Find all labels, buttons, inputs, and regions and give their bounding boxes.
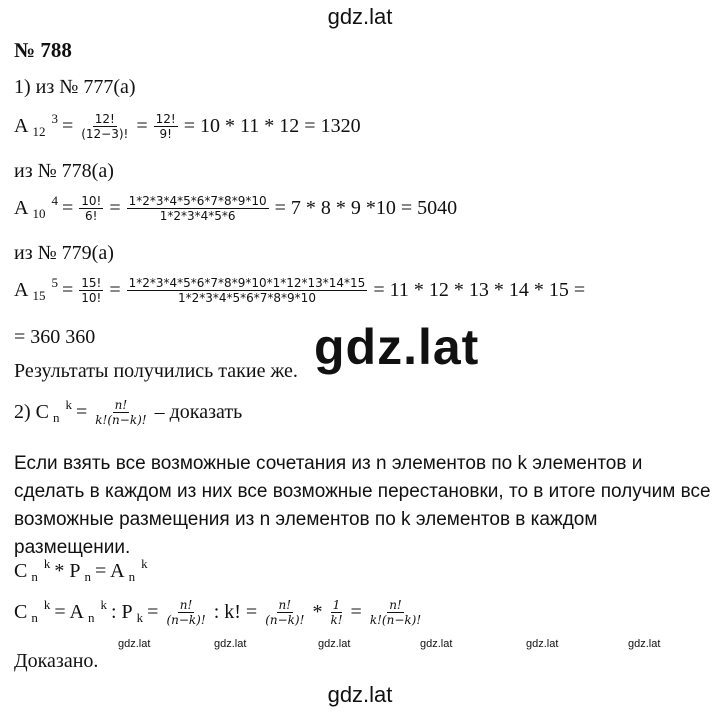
combination-fraction	[93, 398, 148, 427]
equation-result: = 7 * 8 * 9 *10 = 5040	[274, 197, 458, 219]
fraction-denominator: k!	[330, 613, 343, 627]
c-subscript: n	[31, 609, 38, 625]
fraction-1	[79, 276, 103, 305]
fraction-numerator: 12!	[94, 112, 115, 126]
p-subscript: n	[84, 568, 91, 584]
c-superscript: k	[43, 596, 51, 612]
fraction-numerator: 12!	[155, 112, 176, 126]
equation-result: = 10 * 11 * 12 = 1320	[183, 115, 361, 137]
fraction-numerator: n!	[389, 598, 402, 612]
c-symbol: C	[14, 560, 28, 582]
fraction-denominator: 9!	[159, 127, 172, 141]
part1-label: 1) из № 777(а)	[14, 76, 136, 98]
c-symbol: C	[14, 601, 28, 623]
watermark-center: gdz.lat	[314, 319, 480, 375]
fraction-denominator: (n−k)!	[166, 613, 206, 627]
equals-a: = A	[94, 560, 125, 582]
watermark-small-4: gdz.lat	[420, 638, 453, 650]
watermark-small-3: gdz.lat	[318, 638, 351, 650]
fraction-numerator: n!	[278, 598, 292, 612]
a-superscript: 3	[51, 110, 58, 126]
watermark-small-5: gdz.lat	[526, 638, 559, 650]
divide-factorial: : k! =	[213, 601, 258, 623]
fraction-numerator: 1	[332, 598, 341, 612]
fraction-2	[154, 112, 178, 141]
formula-derivation	[14, 598, 425, 627]
a-superscript: 4	[51, 192, 58, 208]
equals-sign: =	[136, 115, 148, 137]
fraction-numerator: 1*2*3*4*5*6*7*8*9*10*1*12*13*14*15	[128, 276, 366, 290]
equals-sign: =	[76, 401, 88, 423]
fraction-denominator: 10!	[81, 291, 102, 305]
part1-label3: из № 779(а)	[14, 242, 114, 264]
fraction-2	[127, 276, 368, 305]
part2-label: 2) C	[14, 401, 49, 423]
a-superscript: k	[100, 596, 107, 612]
fraction-1	[79, 112, 130, 141]
task-number: № 788	[14, 38, 72, 62]
fraction-denominator: 1*2*3*4*5*6	[159, 209, 236, 223]
fraction-denominator: k!(n−k)!	[369, 613, 422, 627]
c-subscript: n	[53, 409, 60, 425]
fraction-3	[328, 598, 344, 627]
a-subscript: 10	[32, 205, 46, 221]
equation-result: = 11 * 12 * 13 * 14 * 15 =	[373, 279, 586, 301]
part2-header	[14, 398, 242, 427]
watermark-bottom: gdz.lat	[327, 682, 393, 707]
a-subscript: n	[128, 568, 136, 584]
c-subscript: n	[31, 568, 38, 584]
fraction-numerator: n!	[179, 598, 193, 612]
equals-sign: =	[109, 279, 121, 301]
formula-c-p-a	[14, 555, 148, 584]
equals-sign: =	[350, 601, 362, 623]
fraction-2	[127, 194, 269, 223]
equals-sign: =	[61, 115, 74, 137]
fraction-1	[164, 598, 207, 627]
c-superscript: k	[65, 396, 72, 412]
proved-text: Доказано.	[14, 650, 99, 672]
a-superscript: k	[141, 555, 148, 571]
fraction-numerator: 15!	[81, 276, 102, 290]
fraction-denominator: (n−k)!	[265, 613, 305, 627]
times-sign: *	[312, 601, 323, 623]
fraction-1	[79, 194, 103, 223]
equation-continuation: = 360 360	[14, 326, 96, 348]
fraction-denominator: 1*2*3*4*5*6*7*8*9*10	[177, 291, 316, 305]
fraction-numerator: 10!	[81, 194, 102, 208]
a-subscript: 12	[32, 123, 46, 139]
fraction-denominator: k!(n−k)!	[95, 413, 147, 427]
result-text: Результаты получились такие же.	[14, 360, 298, 382]
times-p: * P	[54, 560, 81, 582]
equals-sign: =	[147, 601, 159, 623]
watermark-small-2: gdz.lat	[214, 638, 247, 650]
fraction-numerator: 1*2*3*4*5*6*7*8*9*10	[128, 194, 267, 208]
fraction-denominator: (12−3)!	[81, 127, 129, 141]
fraction-numerator: n!	[114, 398, 128, 412]
a-subscript: n	[87, 609, 95, 625]
a-superscript: 5	[51, 274, 58, 290]
a-symbol: A	[14, 279, 29, 301]
p-subscript: k	[136, 609, 144, 625]
fraction-4	[368, 598, 423, 627]
fraction-2	[263, 598, 306, 627]
a-symbol: A	[14, 115, 29, 137]
a-symbol: A	[14, 197, 29, 219]
watermark-small-1: gdz.lat	[118, 638, 151, 650]
equation-a12-3	[14, 112, 361, 141]
equals-sign: =	[61, 279, 74, 301]
equation-a15-5	[14, 276, 585, 305]
fraction-denominator: 6!	[85, 209, 98, 223]
a-subscript: 15	[32, 287, 46, 303]
prove-text: – доказать	[154, 401, 243, 423]
equals-sign: =	[61, 197, 74, 219]
explanation-paragraph: Если взять все возможные сочетания из n элементов по k элементов и сделать в каждом из них все возможные перестановки, то в итоге получим все возможные размещения из n элементов по k элементов в каждом размещении.	[14, 453, 711, 558]
equation-a10-4	[14, 194, 457, 223]
part1-label2: из № 778(а)	[14, 160, 114, 182]
divide-p: : P	[110, 601, 133, 623]
equals-a: = A	[54, 601, 84, 623]
watermark-small-6: gdz.lat	[628, 638, 661, 650]
c-superscript: k	[43, 555, 51, 571]
equals-sign: =	[109, 197, 121, 219]
watermark-top: gdz.lat	[327, 4, 393, 29]
